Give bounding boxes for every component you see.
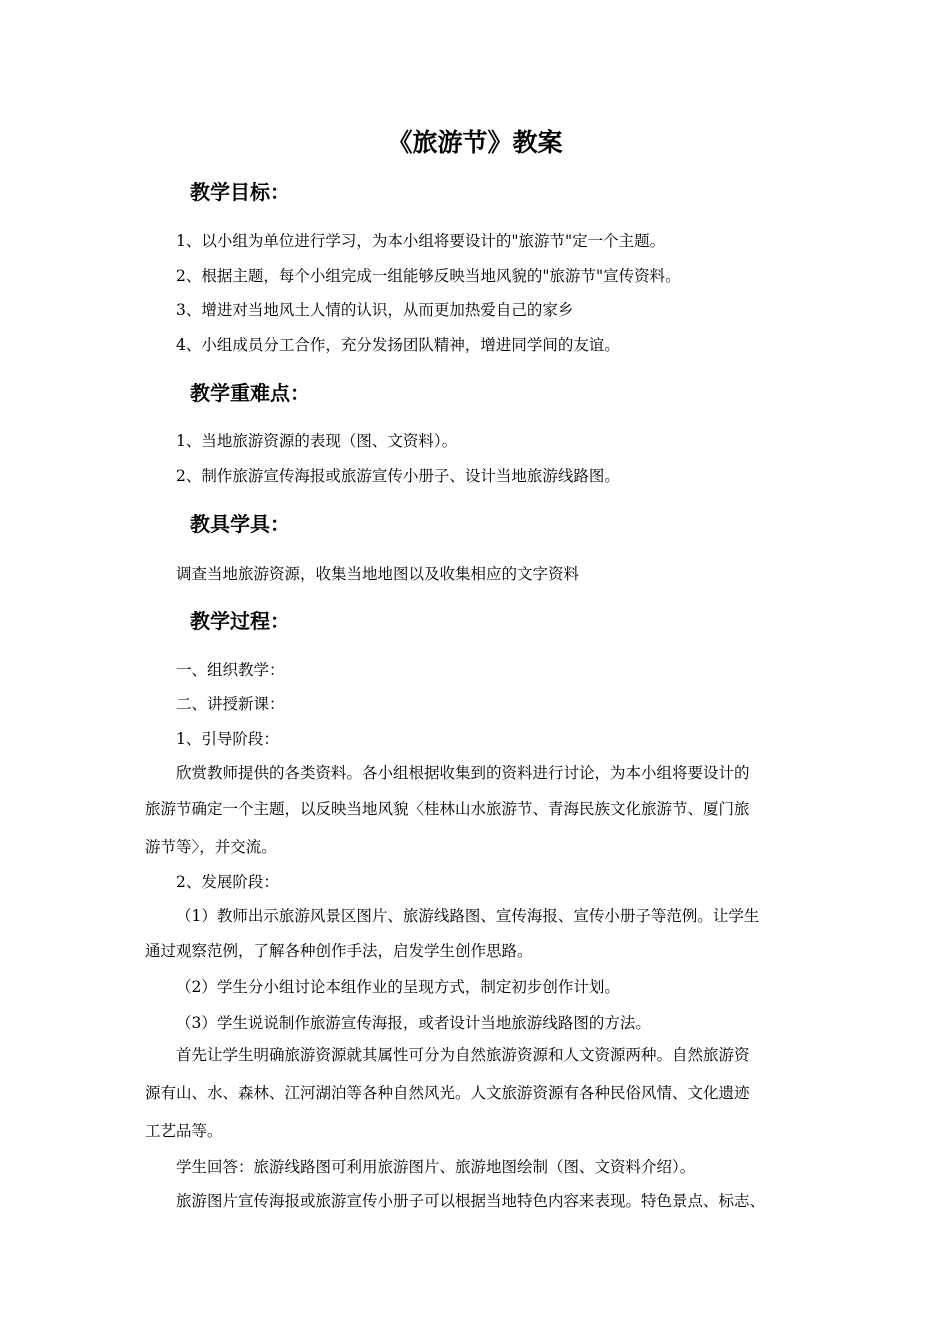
process-line: 2、发展阶段： [176, 873, 279, 891]
objective-item-3: 3、增进对当地风土人情的认识，从而更加热爱自己的家乡 [176, 301, 574, 319]
process-line: 通过观察范例，了解各种创作手法，启发学生创作思路。 [145, 942, 533, 960]
process-line: 首先让学生明确旅游资源就其属性可分为自然旅游资源和人文资源两种。自然旅游资 [176, 1046, 750, 1064]
process-line: 学生回答：旅游线路图可利用旅游图片、旅游地图绘制（图、文资料介绍）。 [176, 1158, 696, 1176]
process-line: 旅游节确定一个主题，以反映当地风貌〈桂林山水旅游节、青海民族文化旅游节、厦门旅 [145, 800, 750, 818]
objective-item-2: 2、根据主题，每个小组完成一组能够反映当地风貌的"旅游节"宣传资料。 [176, 267, 681, 285]
objective-item-1: 1、以小组为单位进行学习，为本小组将要设计的"旅游节"定一个主题。 [176, 232, 666, 250]
process-line: （2）学生分小组讨论本组作业的呈现方式，制定初步创作计划。 [176, 978, 620, 996]
process-line: 源有山、水、森林、江河湖泊等各种自然风光。人文旅游资源有各种民俗风情、文化遗迹 [145, 1084, 750, 1102]
heading-key-points: 教学重难点： [190, 381, 310, 405]
document-title: 《旅游节》教案 [387, 128, 563, 157]
heading-process: 教学过程： [190, 609, 290, 633]
key-point-item-2: 2、制作旅游宣传海报或旅游宣传小册子、设计当地旅游线路图。 [176, 467, 620, 485]
process-line: 1、引导阶段： [176, 730, 279, 748]
tools-item-1: 调查当地旅游资源，收集当地地图以及收集相应的文字资料 [176, 565, 580, 583]
heading-tools: 教具学具： [190, 512, 290, 536]
key-point-item-1: 1、当地旅游资源的表现（图、文资料）。 [176, 432, 458, 450]
process-line: 二、讲授新课： [176, 695, 285, 713]
process-line: 游节等〉，并交流。 [145, 838, 277, 856]
heading-objectives: 教学目标： [190, 180, 290, 204]
objective-item-4: 4、小组成员分工合作，充分发扬团队精神，增进同学间的友谊。 [176, 336, 620, 354]
process-line: 旅游图片宣传海报或旅游宣传小册子可以根据当地特色内容来表现。特色景点、标志、 [176, 1192, 766, 1210]
process-line: 一、组织教学： [176, 661, 285, 679]
process-line: （1）教师出示旅游风景区图片、旅游线路图、宣传海报、宣传小册子等范例。让学生 [176, 907, 760, 925]
process-line: 工艺品等。 [145, 1122, 223, 1140]
process-line: （3）学生说说制作旅游宣传海报，或者设计当地旅游线路图的方法。 [176, 1014, 651, 1032]
process-line: 欣赏教师提供的各类资料。各小组根据收集到的资料进行讨论，为本小组将要设计的 [176, 764, 750, 782]
